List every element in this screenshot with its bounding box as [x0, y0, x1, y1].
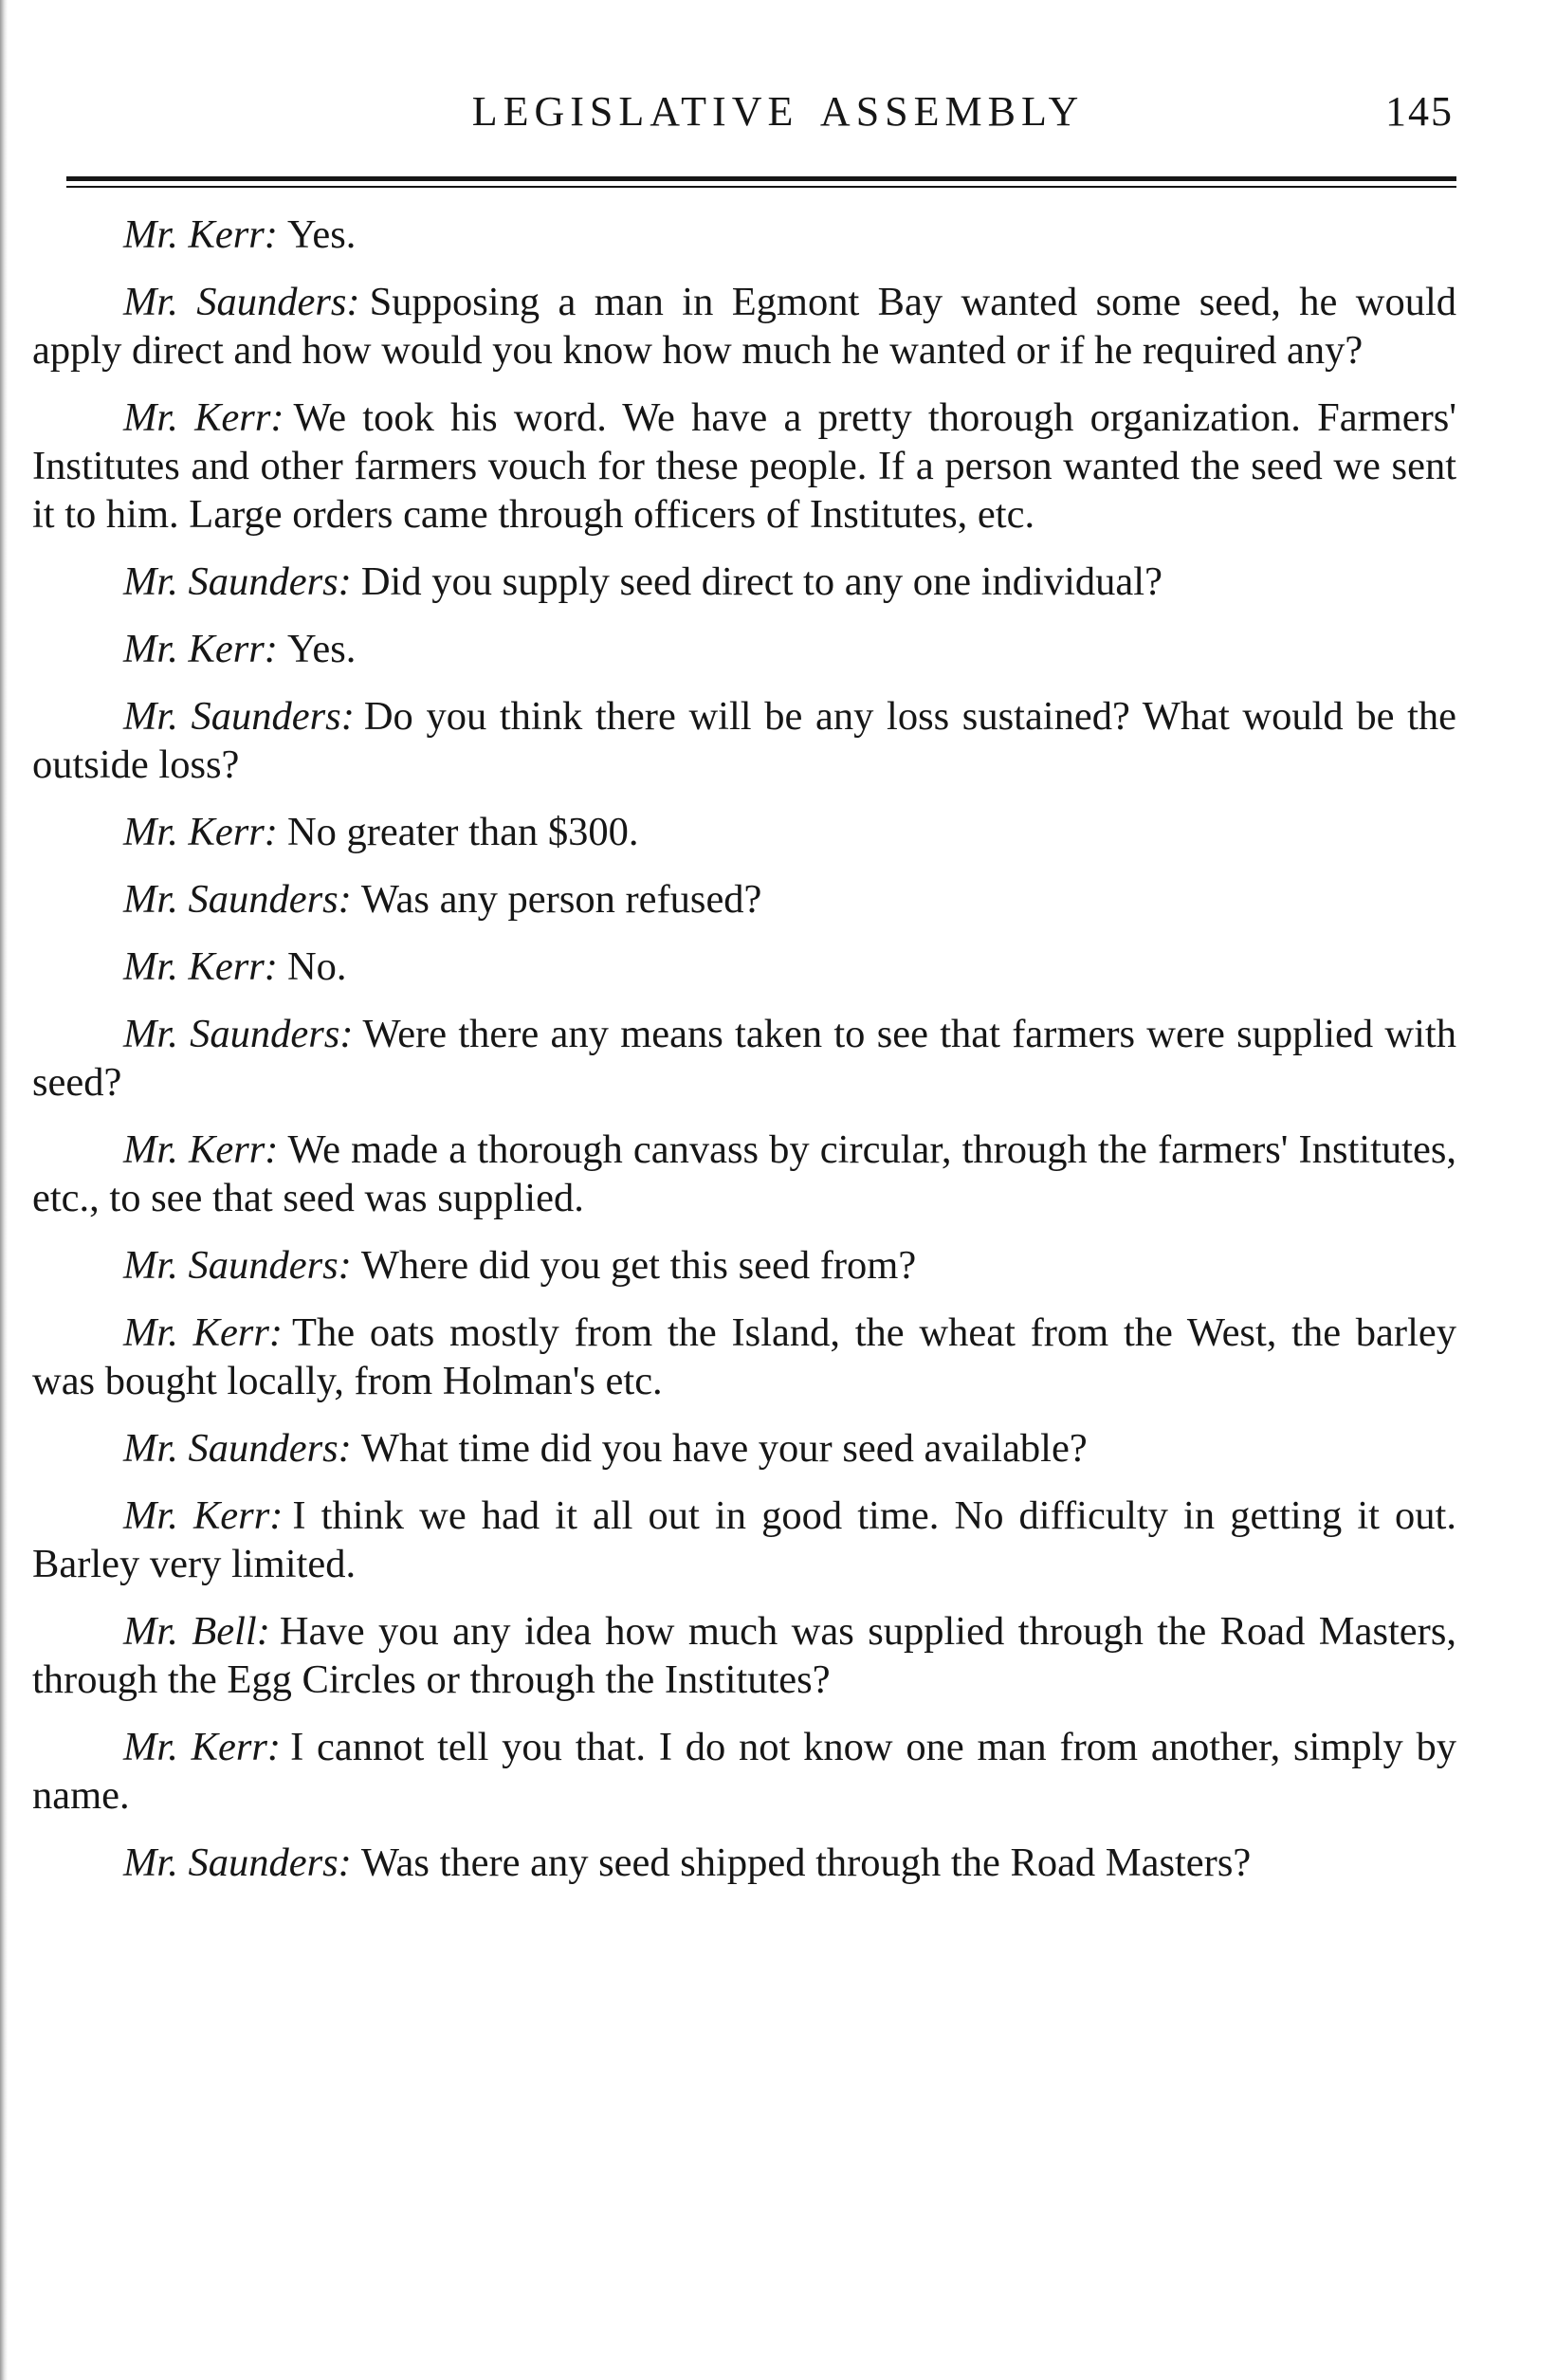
entry-text: Yes. [286, 212, 357, 257]
page-number: 145 [1385, 88, 1454, 135]
speaker-name: Mr. Kerr: [123, 212, 278, 257]
header-rule-thick [66, 176, 1456, 181]
transcript-entry [32, 808, 1456, 856]
transcript-entry [32, 1723, 1456, 1820]
entry-text: Was any person refused? [360, 877, 762, 922]
entry-text: No. [286, 944, 347, 989]
transcript-entry [32, 625, 1456, 673]
running-head: LEGISLATIVE ASSEMBLY [471, 88, 1085, 135]
entry-text: Did you supply seed direct to any one individual? [360, 559, 1162, 604]
entry-text: Do you think there will be any loss sustained? What would be the outside loss? [32, 694, 1457, 787]
transcript-entry [32, 278, 1456, 375]
entry-text: Were there any means taken to see that farmers were supplied with seed? [32, 1012, 1456, 1105]
transcript-entry [32, 558, 1456, 606]
transcript-entry [32, 943, 1456, 991]
transcript-entry [32, 1241, 1456, 1290]
speaker-name: Mr. Kerr: [123, 1127, 279, 1172]
transcript-entry [32, 1492, 1456, 1588]
entry-text: Was there any seed shipped through the Road Masters? [360, 1840, 1252, 1885]
header-rule-thin [66, 186, 1456, 188]
transcript-entry [32, 1839, 1456, 1887]
entry-text: We took his word. We have a pretty thorough organization. Farmers' Institutes and other farmers vouch for these people. If a person wanted the seed we sent it to him. Large orders came through officers of Institutes, etc. [32, 395, 1456, 537]
entry-text: I think we had it all out in good time. No difficulty in getting it out. Barley very limited. [32, 1493, 1456, 1586]
speaker-name: Mr. Saunders: [123, 1012, 354, 1056]
speaker-name: Mr. Saunders: [123, 280, 360, 324]
transcript-entry [32, 1010, 1456, 1107]
speaker-name: Mr. Kerr: [123, 810, 278, 854]
speaker-name: Mr. Kerr: [123, 395, 284, 440]
transcript-entry [32, 211, 1456, 259]
transcript-entry [32, 1309, 1456, 1405]
speaker-name: Mr. Kerr: [123, 1493, 284, 1538]
speaker-name: Mr. Saunders: [123, 1243, 352, 1288]
entry-text: Where did you get this seed from? [360, 1243, 917, 1288]
entry-text: We made a thorough canvass by circular, through the farmers' Institutes, etc., to see that seed was supplied. [32, 1127, 1456, 1220]
transcript-entry [32, 1126, 1456, 1222]
transcript-entry [32, 875, 1456, 924]
speaker-name: Mr. Saunders: [123, 877, 352, 922]
speaker-name: Mr. Saunders: [123, 1426, 352, 1471]
entry-text: No greater than $300. [286, 810, 639, 854]
transcript-entry [32, 394, 1456, 539]
entry-text: Have you any idea how much was supplied through the Road Masters, through the Egg Circles or through the Institutes? [32, 1609, 1456, 1702]
transcript-entry [32, 1424, 1456, 1473]
entry-text: Supposing a man in Egmont Bay wanted some seed, he would apply direct and how would you know how much he wanted or if he required any? [32, 280, 1456, 373]
transcript-body [32, 211, 1456, 1906]
page-header [0, 82, 1556, 148]
speaker-name: Mr. Bell: [123, 1609, 270, 1654]
entry-text: What time did you have your seed available? [360, 1426, 1088, 1471]
entry-text: The oats mostly from the Island, the wheat from the West, the barley was bought locally, from Holman's etc. [32, 1310, 1456, 1403]
speaker-name: Mr. Saunders: [123, 694, 355, 739]
speaker-name: Mr. Saunders: [123, 1840, 352, 1885]
entry-text: I cannot tell you that. I do not know one man from another, simply by name. [32, 1725, 1456, 1818]
transcript-entry [32, 1607, 1456, 1704]
speaker-name: Mr. Kerr: [123, 1725, 282, 1769]
page-edge-shadow [0, 0, 8, 2380]
speaker-name: Mr. Kerr: [123, 627, 278, 671]
transcript-entry [32, 692, 1456, 789]
speaker-name: Mr. Kerr: [123, 944, 278, 989]
entry-text: Yes. [286, 627, 357, 671]
speaker-name: Mr. Kerr: [123, 1310, 284, 1355]
speaker-name: Mr. Saunders: [123, 559, 352, 604]
